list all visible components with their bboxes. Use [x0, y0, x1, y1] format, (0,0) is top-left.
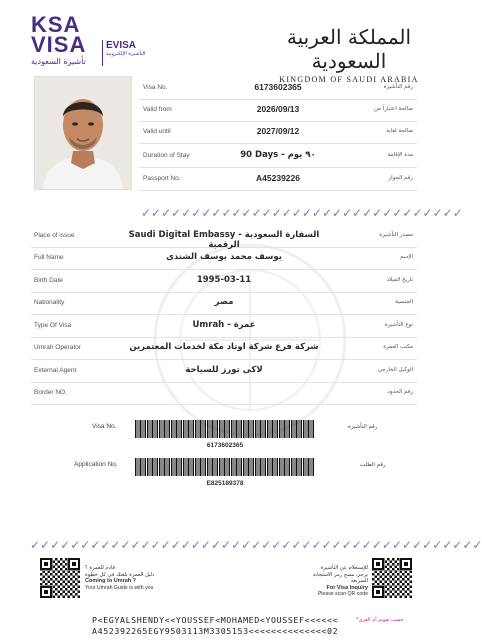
barcode-application-label-ar: رقم الطلب — [360, 462, 386, 468]
umrah-operator-value: شركة فرع شركة اوتاد مكة لخدمات المعتمرين — [129, 342, 319, 352]
place-of-issue-value: Saudi Digital Embassy - السفارة السعودية الرقمية — [128, 230, 320, 250]
valid-from-label: Valid from — [143, 106, 172, 113]
place-of-issue-label: Place of issue — [34, 232, 75, 239]
barcode-visa-label-ar: رقم التأشيرة — [348, 424, 378, 430]
duration-label: Duration of Stay — [143, 152, 190, 159]
evisa-logo-text: EVISA — [106, 40, 137, 51]
full-name-label: Full Name — [34, 254, 64, 261]
umrah-operator-label: Umrah Operator — [34, 344, 81, 351]
border-number-label: Border NO. — [34, 389, 67, 396]
border-number-row — [31, 382, 417, 405]
umrah-operator-label-ar: مكتب العمرة — [383, 344, 413, 350]
external-agent-label-ar: الوكيل الخارجي — [377, 367, 413, 373]
evisa-logo-arabic: التأشيرة الإلكترونية — [106, 51, 146, 57]
visa-number-label-ar: رقم التأشيرة — [383, 84, 413, 90]
ksa-logo-arabic: تأشيرة السعودية — [31, 57, 86, 66]
border-number-label-ar: رقم الحدود — [387, 389, 413, 395]
mrz-line-1: P<EGYALSHENDY<<YOUSSEF<MOHAMED<YOUSSEF<<<<<< — [92, 615, 339, 625]
valid-from-row — [139, 99, 417, 122]
duration-label-ar: مدة الإقامة — [387, 152, 413, 158]
machine-readable-zone — [92, 615, 338, 637]
passport-number-value: A45239226 — [256, 173, 300, 183]
visa-inquiry-sub-ar: يرجى مسح رمز الاستجابة السريعة — [312, 571, 368, 584]
barcode-visa-label: Visa No. — [92, 423, 117, 430]
birth-date-label: Birth Date — [34, 277, 63, 284]
visa-number-row — [139, 77, 417, 100]
valid-until-label: Valid until — [143, 128, 171, 135]
visa-type-label: Type Of Visa — [34, 322, 72, 329]
valid-from-value: 2026/09/13 — [256, 104, 300, 114]
place-of-issue-row — [31, 225, 417, 248]
kingdom-title-arabic: المملكة العربية السعودية — [286, 25, 412, 73]
visa-inquiry-title-en: For Visa Inquiry — [326, 584, 368, 591]
valid-from-label-ar: صالحة اعتباراً من — [373, 106, 413, 112]
kingdom-title-english: KINGDOM OF SAUDI ARABIA — [279, 75, 419, 84]
umrah-guide-sub-ar: دليل العمرة بلغتك في كل خطوة — [85, 571, 155, 578]
passport-number-label-ar: رقم الجواز — [388, 175, 413, 181]
nationality-row — [31, 292, 417, 315]
external-agent-row — [31, 360, 417, 383]
mrz-line-2: A452392265EGY9503113M3305153<<<<<<<<<<<<<<02 — [92, 626, 339, 636]
passport-number-row — [139, 168, 417, 191]
valid-until-value: 2027/09/12 — [256, 126, 300, 136]
umrah-guide-qr-code[interactable] — [40, 558, 80, 598]
ksa-logo-line2: VISA — [31, 32, 87, 57]
birth-date-value: 1995-03-11 — [196, 275, 252, 285]
ksa-visa-logo — [31, 12, 101, 70]
barcode-visa-number: 6173602365 — [206, 442, 244, 449]
duration-row — [139, 145, 417, 168]
kingdom-title — [274, 25, 424, 84]
full-name-row — [31, 247, 417, 270]
umrah-guide-title-en: Coming to Umrah ? — [85, 578, 137, 584]
umrah-guide-title-ar: قادم للعمرة ؟ — [85, 565, 116, 571]
evisa-logo — [102, 40, 146, 66]
visa-inquiry-qr-code[interactable] — [372, 558, 412, 598]
umrah-guide-promo — [85, 565, 165, 591]
external-agent-label: External Agent — [34, 367, 77, 374]
visa-inquiry-promo — [300, 565, 368, 598]
external-agent-value: لاكى تورز للسياحة — [185, 365, 263, 375]
visa-number-value: 6173602365 — [254, 82, 302, 92]
application-barcode — [135, 458, 315, 476]
ksa-logo-line1: KSA — [31, 12, 81, 37]
nationality-label-ar: الجنسية — [395, 299, 413, 305]
duration-value: 90 Days - ٩٠ يوم — [240, 150, 316, 160]
valid-until-row — [139, 121, 417, 144]
valid-until-label-ar: صالحة لغاية — [386, 128, 413, 134]
visa-barcode — [135, 420, 315, 438]
visa-inquiry-sub-en: Please scan QR code — [317, 591, 368, 597]
visa-number-label: Visa No. — [143, 84, 168, 91]
chevron-divider-bottom: ✓✓✓✓✓✓✓✓✓✓✓✓✓✓✓✓✓✓✓✓✓✓✓✓✓✓✓✓✓✓✓✓✓✓✓✓✓✓✓✓✓✓✓✓✓ — [30, 538, 482, 552]
holder-photo — [34, 76, 132, 190]
umrah-operator-row — [31, 337, 417, 360]
visa-inquiry-title-ar: للإستعلام عن التأشيرة — [320, 565, 368, 571]
birth-date-row — [31, 270, 417, 293]
passport-number-label: Passport No. — [143, 175, 181, 182]
chevron-divider-top: ✓✓✓✓✓✓✓✓✓✓✓✓✓✓✓✓✓✓✓✓✓✓✓✓✓✓✓✓✓✓✓✓ — [141, 206, 463, 220]
nationality-label: Nationality — [34, 299, 65, 306]
visa-type-value: Umrah - عمرة — [192, 320, 256, 330]
birth-date-label-ar: تاريخ الميلاد — [386, 277, 413, 283]
visa-type-row — [31, 315, 417, 338]
visa-type-label-ar: نوع التأشيرة — [384, 322, 413, 328]
umrah-guide-sub-en: Your Umrah Guide is with you — [85, 584, 154, 591]
full-name-value: يوسف محمد يوسف الشندى — [166, 252, 282, 262]
nationality-value: مصر — [214, 297, 234, 307]
place-of-issue-label-ar: مصدر التأشيرة — [379, 232, 413, 238]
calendar-note: *حسب تقويم أم القرى — [356, 617, 404, 623]
full-name-label-ar: الإسم — [400, 254, 413, 260]
barcode-application-label: Application No. — [74, 461, 118, 468]
barcode-application-number: E825189378 — [206, 480, 244, 487]
